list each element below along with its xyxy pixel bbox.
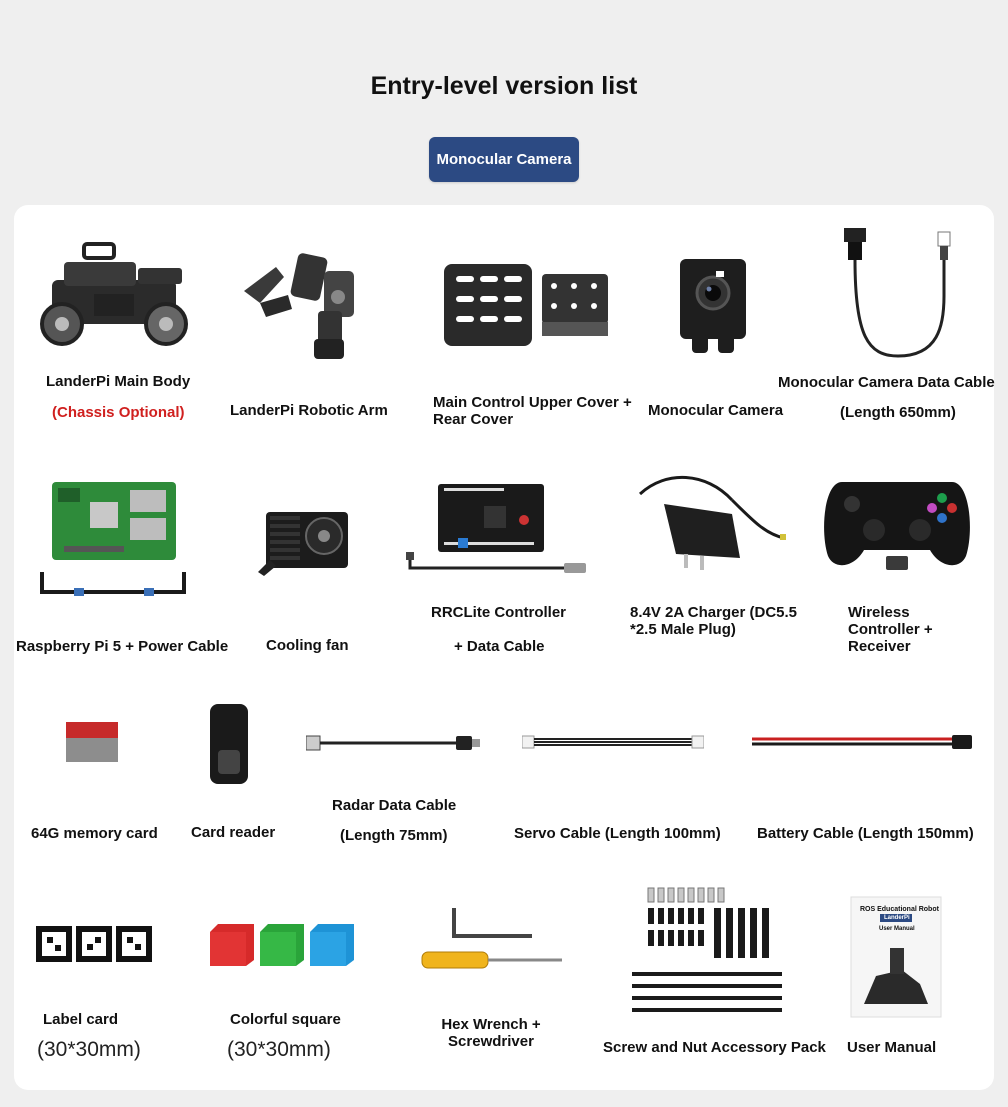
memory-card-label: 64G memory card	[31, 825, 158, 842]
main-body-label: LanderPi Main Body	[46, 373, 191, 390]
qr-label-icon	[34, 924, 154, 964]
wireless-controller-label: Wireless Controller + Receiver	[848, 604, 933, 655]
label-card-spec: (30*30mm)	[37, 1038, 141, 1061]
robotic-arm-icon	[240, 247, 360, 365]
user-manual-label: User Manual	[847, 1039, 937, 1056]
battery-cable-label: Battery Cable (Length 150mm)	[757, 825, 974, 842]
colorful-square-spec: (30*30mm)	[227, 1038, 331, 1061]
tab-monocular-camera[interactable]: Monocular Camera	[429, 137, 579, 182]
controller-spec: + Data Cable	[454, 638, 545, 655]
covers-label: Main Control Upper Cover + Rear Cover	[433, 394, 632, 428]
manual-cover-title: ROS Educational Robot	[860, 906, 939, 913]
hex-wrench-label: Hex Wrench + Screwdriver	[441, 1016, 541, 1050]
raspberry-pi-label: Raspberry Pi 5 + Power Cable	[16, 638, 229, 655]
gamepad-icon	[822, 472, 972, 572]
charger-label: 8.4V 2A Charger (DC5.5 *2.5 Male Plug)	[630, 604, 798, 638]
manual-cover-subtitle: User Manual	[879, 926, 915, 932]
memory-card-icon	[62, 720, 122, 764]
radar-cable-spec: (Length 75mm)	[340, 827, 448, 844]
robot-car-icon	[34, 240, 194, 352]
controller-label: RRCLite Controller	[431, 604, 566, 621]
cooling-fan-label: Cooling fan	[266, 637, 349, 654]
radar-cable-label: Radar Data Cable	[332, 797, 457, 814]
raspberry-pi-icon	[34, 480, 194, 600]
page-title: Entry-level version list	[370, 72, 638, 100]
cubes-icon	[208, 922, 356, 968]
camera-cable-label: Monocular Camera Data Cable	[778, 374, 995, 391]
camera-icon	[676, 257, 750, 355]
card-reader-label: Card reader	[191, 824, 276, 841]
tools-icon	[420, 906, 566, 972]
label-card-label: Label card	[43, 1011, 119, 1028]
usb-cable-icon	[306, 732, 482, 754]
camera-cable-spec: (Length 650mm)	[840, 404, 956, 421]
screw-pack-label: Screw and Nut Accessory Pack	[603, 1039, 826, 1056]
manual-cover-brand: LanderPi	[884, 915, 910, 921]
robotic-arm-label: LanderPi Robotic Arm	[230, 402, 388, 419]
battery-cable-icon	[752, 733, 974, 751]
camera-label: Monocular Camera	[648, 402, 784, 419]
colorful-square-label: Colorful square	[230, 1011, 341, 1028]
servo-cable-label: Servo Cable (Length 100mm)	[514, 825, 721, 842]
data-cable-icon	[838, 226, 956, 362]
cover-plates-icon	[440, 262, 612, 348]
charger-icon	[636, 474, 788, 574]
controller-board-icon	[404, 480, 590, 580]
screws-icon	[630, 886, 784, 1018]
card-reader-icon	[206, 702, 252, 786]
cooling-fan-icon	[256, 506, 352, 576]
chassis-optional-note: (Chassis Optional)	[52, 404, 185, 421]
servo-cable-icon	[522, 734, 704, 750]
